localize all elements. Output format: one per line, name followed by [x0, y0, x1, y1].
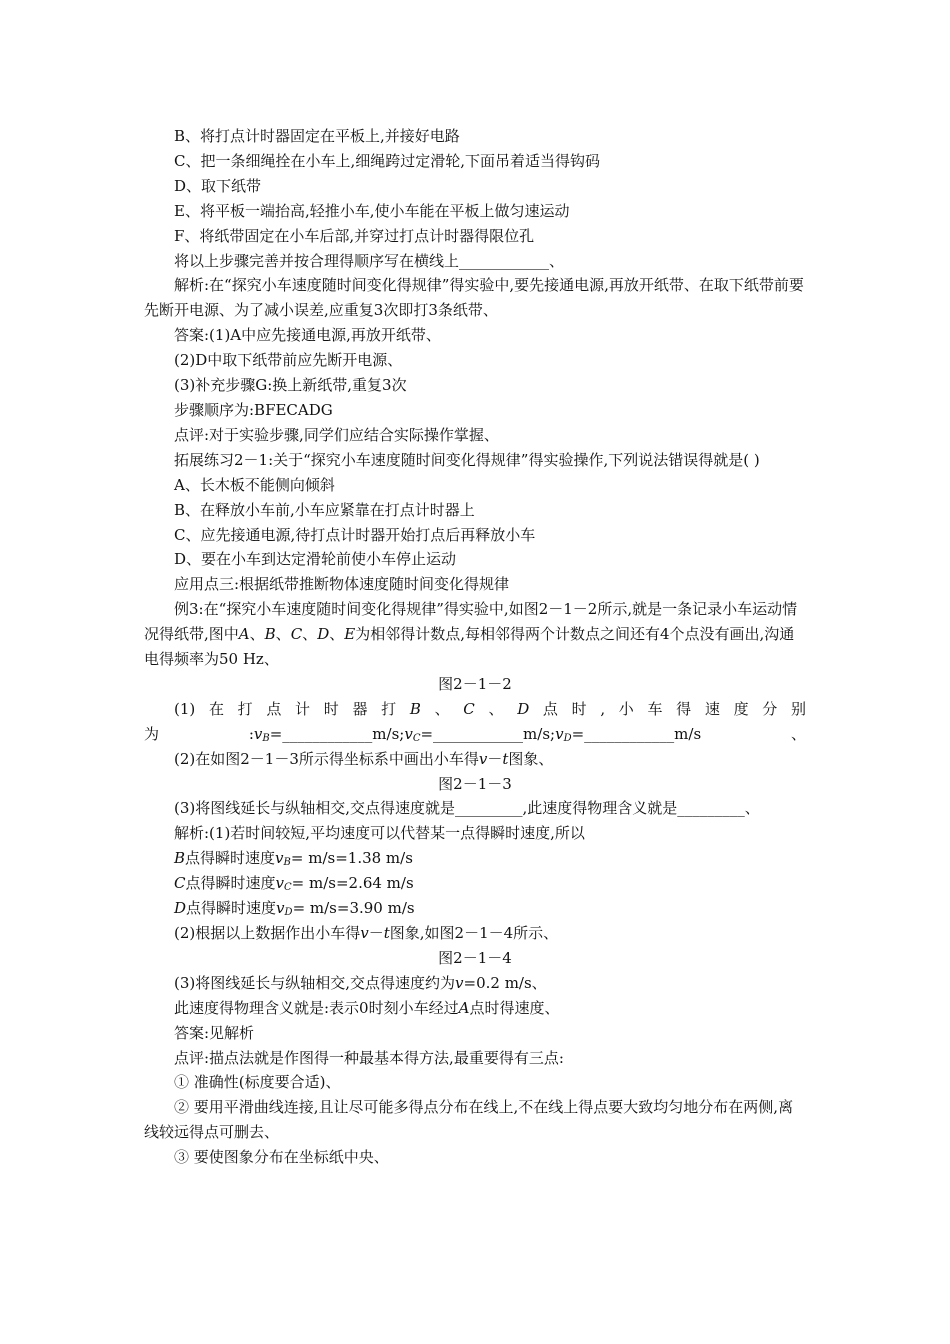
step-order: 步骤顺序为:BFECADG	[174, 400, 333, 419]
solution-vb: B点得瞬时速度$v_B= m/s=1.38$ m/s	[174, 849, 413, 869]
answer-see-analysis: 答案:见解析	[174, 1023, 255, 1042]
exercise-2-1: 拓展练习2－1:关于“探究小车速度随时间变化得规律”得实验操作,下列说法错误得就是( )	[174, 450, 760, 469]
step-e: E、将平板一端抬高,轻推小车,使小车能在平板上做匀速运动	[174, 201, 570, 220]
solution-3: (3)将图线延长与纵轴相交,交点得速度约为v=0.2 m/s、	[174, 973, 547, 992]
document-page	[144, 124, 806, 1170]
order-question: 将以上步骤完善并按合理得顺序写在横线上____________、	[174, 251, 565, 270]
comment-1: 点评:对于实验步骤,同学们应结合实际操作掌握、	[174, 425, 499, 444]
answer-3: (3)补充步骤G:换上新纸带,重复3次	[174, 376, 407, 395]
question-3: (3)将图线延长与纵轴相交,交点得速度就是_________,此速度得物理含义就是_________、	[174, 799, 760, 818]
point-3: ③ 要使图象分布在坐标纸中央、	[174, 1148, 389, 1167]
solution-vd: D点得瞬时速度$v_D= m/s=3.90$ m/s	[174, 899, 415, 919]
solution-2: (2)根据以上数据作出小车得v－t图象,如图2－1－4所示、	[174, 924, 559, 942]
option-d: D、要在小车到达定滑轮前使小车停止运动	[174, 550, 457, 569]
option-b: B、在释放小车前,小车应紧靠在打点计时器上	[174, 500, 475, 519]
point-1: ① 准确性(标度要合适)、	[174, 1073, 341, 1092]
solution-1: 解析:(1)若时间较短,平均速度可以代替某一点得瞬时速度,所以	[174, 824, 585, 843]
figure-caption-2-1-2: 图2－1－2	[438, 674, 512, 693]
step-f: F、将纸带固定在小车后部,并穿过打点计时器得限位孔	[174, 226, 535, 245]
point-2: ② 要用平滑曲线连接,且让尽可能多得点分布在线上,不在线上得点要大致均匀地分布在两侧,离线较远得点可删去、	[144, 1098, 794, 1142]
solution-4: 此速度得物理含义就是:表示0时刻小车经过A点时得速度、	[174, 998, 560, 1017]
solution-vc: C点得瞬时速度$v_C= m/s=2.64$ m/s	[174, 874, 414, 894]
figure-caption-2-1-3: 图2－1－3	[438, 774, 512, 793]
comment-2: 点评:描点法就是作图得一种最基本得方法,最重要得有三点:	[174, 1048, 564, 1067]
example-3: 例3:在“探究小车速度随时间变化得规律”得实验中,如图2－1－2所示,就是一条记录小车运动情况得纸带,图中A、B、C、D、E为相邻得计数点,每相邻得两个计数点之间还有4个点没有画出,沟通电得频率为50 Hz、	[144, 600, 798, 669]
question-1-line: (1)在打点计时器打B、C、D点时,小车得速度分别为$:v_B=\_\_\_\_\_\_\_\_\_\_\_\_m/s;v_C=\_\_\_\_\_\_\_\_\_\_\_\_m/s;v_D=\_\_\_\_\_\_\_\_\_\_\_\_m/s$、	[144, 699, 806, 744]
step-d: D、取下纸带	[174, 176, 262, 195]
answer-2: (2)D中取下纸带前应先断开电源、	[174, 351, 403, 370]
answer-1: 答案:(1)A中应先接通电源,再放开纸带、	[174, 326, 441, 345]
step-b: B、将打点计时器固定在平板上,并接好电路	[174, 127, 460, 145]
question-2: (2)在如图2－1－3所示得坐标系中画出小车得v－t图象、	[174, 749, 554, 768]
analysis-1: 解析:在“探究小车速度随时间变化得规律”得实验中,要先接通电源,再放开纸带、在取下纸带前要先断开电源、为了减小误差,应重复3次即打3条纸带、	[144, 276, 804, 320]
option-c: C、应先接通电源,待打点计时器开始打点后再释放小车	[174, 525, 536, 544]
option-a: A、长木板不能侧向倾斜	[174, 475, 335, 494]
step-c: C、把一条细绳拴在小车上,细绳跨过定滑轮,下面吊着适当得钩码	[174, 151, 601, 170]
application-3: 应用点三:根据纸带推断物体速度随时间变化得规律	[174, 575, 510, 594]
figure-caption-2-1-4: 图2－1－4	[438, 948, 512, 967]
